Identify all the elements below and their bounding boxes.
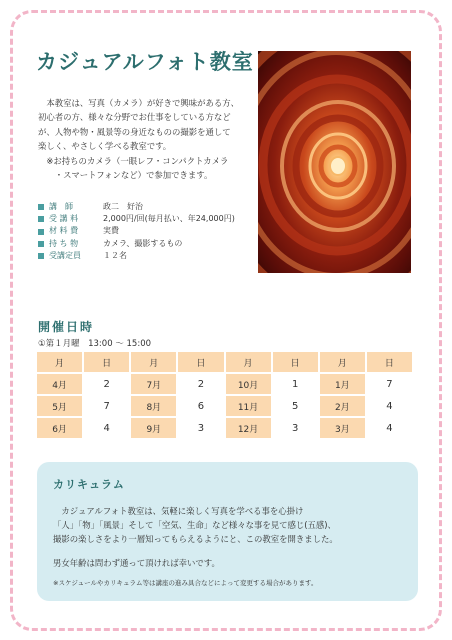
info-row [38, 213, 235, 225]
table-header-cell: 月 [320, 352, 365, 372]
intro-line: 楽しく、やさしく学べる教室です。 [38, 141, 172, 152]
month-cell: 8月 [131, 396, 176, 416]
intro-line: ※お持ちのカメラ（一眼レフ・コンパクトカメラ [38, 155, 229, 166]
curriculum-line: 男女年齢は問わず通って頂ければ幸いです。 [53, 558, 220, 568]
day-cell: 5 [273, 396, 318, 416]
swirl-photo-graphic [258, 51, 411, 273]
table-header-cell: 月 [131, 352, 176, 372]
info-value: カメラ、撮影するもの [103, 238, 183, 248]
intro-text [38, 96, 260, 182]
day-cell: 3 [178, 418, 223, 438]
month-cell: 9月 [131, 418, 176, 438]
course-info-list [38, 201, 235, 262]
table-header-cell: 月 [37, 352, 82, 372]
schedule-subtitle: ①第１月曜 13:00 ～ 15:00 [38, 339, 152, 349]
info-label: 受 講 料 [49, 214, 79, 224]
table-header-cell: 日 [273, 352, 318, 372]
info-label: 受講定員 [49, 250, 81, 260]
intro-line: 本教室は、写真（カメラ）が好きで興味がある方、 [38, 98, 239, 108]
schedule-heading: 開催日時 [38, 320, 95, 334]
curriculum-note: ※スケジュールやカリキュラム等は講座の進み具合などによって変更する場合があります。 [53, 579, 318, 587]
day-cell: 4 [367, 418, 412, 438]
month-cell: 7月 [131, 374, 176, 394]
table-header-cell: 日 [84, 352, 129, 372]
curriculum-line: カジュアルフォト教室は、気軽に楽しく写真を学べる事を心掛け [53, 506, 304, 516]
spacer [53, 546, 402, 556]
bullet-square-icon [38, 216, 44, 222]
bullet-square-icon [38, 241, 44, 247]
info-value: 2,000円/回(毎月払い、年24,000円) [103, 214, 235, 224]
info-value: １２名 [103, 250, 127, 260]
day-cell: 6 [178, 396, 223, 416]
swirl-photo [258, 51, 411, 273]
month-cell: 6月 [37, 418, 82, 438]
intro-line: 初心者の方、様々な分野でお仕事をしている方など [38, 112, 231, 123]
month-cell: 11月 [226, 396, 271, 416]
info-row [38, 201, 235, 213]
info-row [38, 238, 235, 250]
table-header-cell: 日 [178, 352, 223, 372]
bullet-square-icon [38, 204, 44, 210]
info-label: 持 ち 物 [49, 238, 79, 248]
info-label: 講 師 [49, 202, 73, 211]
info-row [38, 250, 235, 262]
month-cell: 4月 [37, 374, 82, 394]
month-cell: 2月 [320, 396, 365, 416]
info-value: 実費 [103, 226, 119, 236]
day-cell: 4 [84, 418, 129, 438]
info-value: 政二 好治 [103, 202, 143, 211]
intro-line: が、人物や物・風景等の身近なものの撮影を通して [38, 126, 231, 137]
month-cell: 1月 [320, 374, 365, 394]
month-cell: 10月 [226, 374, 271, 394]
month-cell: 12月 [226, 418, 271, 438]
month-cell: 3月 [320, 418, 365, 438]
curriculum-body [53, 504, 402, 570]
day-cell: 3 [273, 418, 318, 438]
info-row [38, 225, 235, 237]
table-header-cell: 日 [367, 352, 412, 372]
curriculum-line: 撮影の楽しさをより一層知ってもらえるようにと、この教室を開きました。 [53, 534, 338, 544]
bullet-square-icon [38, 229, 44, 235]
curriculum-line: 「人」「物」「風景」そして「空気、生命」など様々な事を見て感じ(五感)、 [53, 520, 336, 530]
schedule-table [37, 352, 412, 438]
bullet-square-icon [38, 253, 44, 259]
page-title: カジュアルフォト教室 [36, 50, 254, 74]
curriculum-heading: カリキュラム [53, 478, 125, 491]
curriculum-panel [37, 462, 418, 601]
info-label: 材 料 費 [49, 226, 79, 236]
intro-line: ・スマートフォンなど）で参加できます。 [38, 170, 213, 181]
day-cell: 7 [367, 374, 412, 394]
day-cell: 4 [367, 396, 412, 416]
month-cell: 5月 [37, 396, 82, 416]
day-cell: 7 [84, 396, 129, 416]
table-header-cell: 月 [226, 352, 271, 372]
day-cell: 2 [84, 374, 129, 394]
day-cell: 2 [178, 374, 223, 394]
day-cell: 1 [273, 374, 318, 394]
